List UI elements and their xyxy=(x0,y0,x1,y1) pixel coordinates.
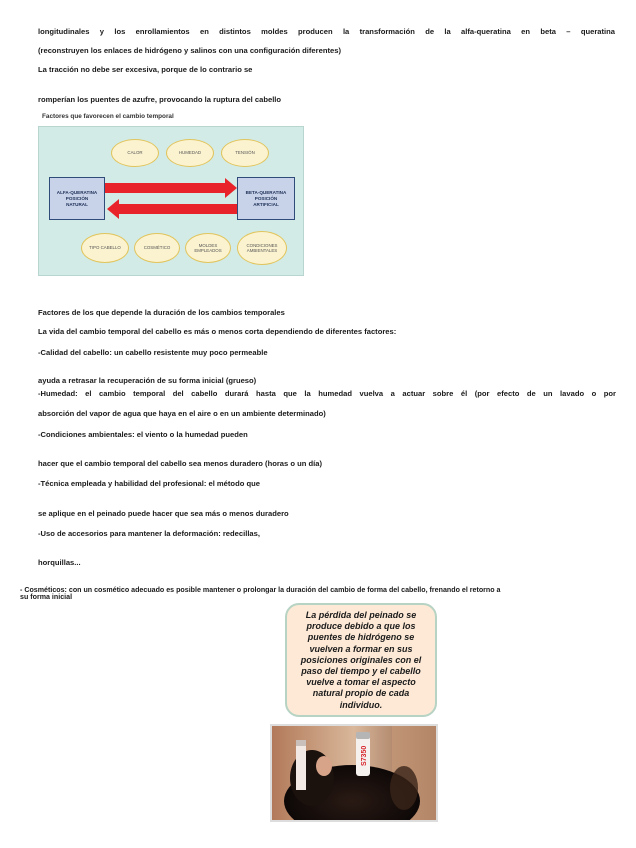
box-line: NATURAL xyxy=(66,201,88,207)
paragraph-text: La tracción no debe ser excesiva, porque de lo contrario se xyxy=(38,65,253,74)
can-label: S7350 xyxy=(361,745,368,766)
paragraph-text: -Calidad del cabello: un cabello resistente muy poco permeable xyxy=(38,348,268,357)
paragraph-text: absorción del vapor de agua que haya en el aire o en un ambiente determinado) xyxy=(38,409,326,418)
box-line: POSICIÓN xyxy=(254,195,278,201)
paragraph-text: - Cosméticos: con un cosmético adecuado es posible mantener o prolongar la duración del cambio de forma del cabello, frenando el retorno a xyxy=(20,586,501,594)
diagram-oval-calor: CALOR xyxy=(111,139,159,167)
paragraph-text: Factores de los que depende la duración de los cambios temporales xyxy=(38,308,285,317)
paragraph-text: ayuda a retrasar la recuperación de su forma inicial (grueso) xyxy=(38,376,257,385)
diagram-title: Factores que favorecen el cambio temporal xyxy=(42,113,174,120)
diagram-oval-humedad: HUMEDAD xyxy=(166,139,214,167)
callout-text: La pérdida del peinado se produce debido a que los puentes de hidrógeno se vuelven a formar en sus posiciones originales con el paso del tiempo y el cabello vuelve a tomar el aspecto natural propio de cada individuo. xyxy=(300,610,422,710)
factors-diagram xyxy=(38,126,304,276)
paragraph-text: La vida del cambio temporal del cabello es más o menos corta dependiendo de diferentes factores: xyxy=(38,327,397,336)
paragraph-text: hacer que el cambio temporal del cabello sea menos duradero (horas o un día) xyxy=(38,459,322,468)
paragraph-text: -Condiciones ambientales: el viento o la humedad pueden xyxy=(38,430,248,439)
diagram-oval-moldes: MOLDES EMPLEADOS xyxy=(185,233,231,263)
paragraph-text: su forma inicial xyxy=(20,593,73,601)
diagram-oval-cosmetico: COSMÉTICO xyxy=(134,233,180,263)
hairspray-photo-image xyxy=(272,726,436,820)
hairspray-photo xyxy=(270,724,438,822)
paragraph-text: -Uso de accesorios para mantener la deformación: redecillas, xyxy=(38,529,260,538)
diagram-oval-tension: TENSIÓN xyxy=(221,139,269,167)
box-line: ALFA-QUERATINA xyxy=(56,189,98,195)
paragraph-text: romperían los puentes de azufre, provocando la ruptura del cabello xyxy=(38,95,282,104)
paragraph-text: -Humedad: el cambio temporal del cabello durará hasta que la humedad vuelva a actuar sobre él (por efecto de un lavado o por xyxy=(38,389,616,398)
left-arrow-icon xyxy=(107,199,237,219)
paragraph-text: (reconstruyen los enlaces de hidrógeno y salinos con una configuración diferentes) xyxy=(38,46,341,55)
box-line: BETA-QUERATINA xyxy=(245,189,287,195)
box-line: POSICIÓN xyxy=(65,195,89,201)
callout-box xyxy=(285,603,437,717)
diagram-oval-tipo-cabello: TIPO CABELLO xyxy=(81,233,129,263)
right-arrow-icon xyxy=(105,178,237,198)
paragraph-text: se aplique en el peinado puede hacer que sea más o menos duradero xyxy=(38,509,289,518)
paragraph-text: -Técnica empleada y habilidad del profesional: el método que xyxy=(38,479,260,488)
paragraph-text: longitudinales y los enrollamientos en distintos moldes producen la transformación de la alfa-queratina en beta – queratina xyxy=(38,27,615,36)
paragraph-text: horquillas... xyxy=(38,558,81,567)
diagram-oval-condiciones: CONDICIONES AMBIENTALES xyxy=(237,231,287,265)
box-line: ARTIFICIAL xyxy=(253,201,279,207)
